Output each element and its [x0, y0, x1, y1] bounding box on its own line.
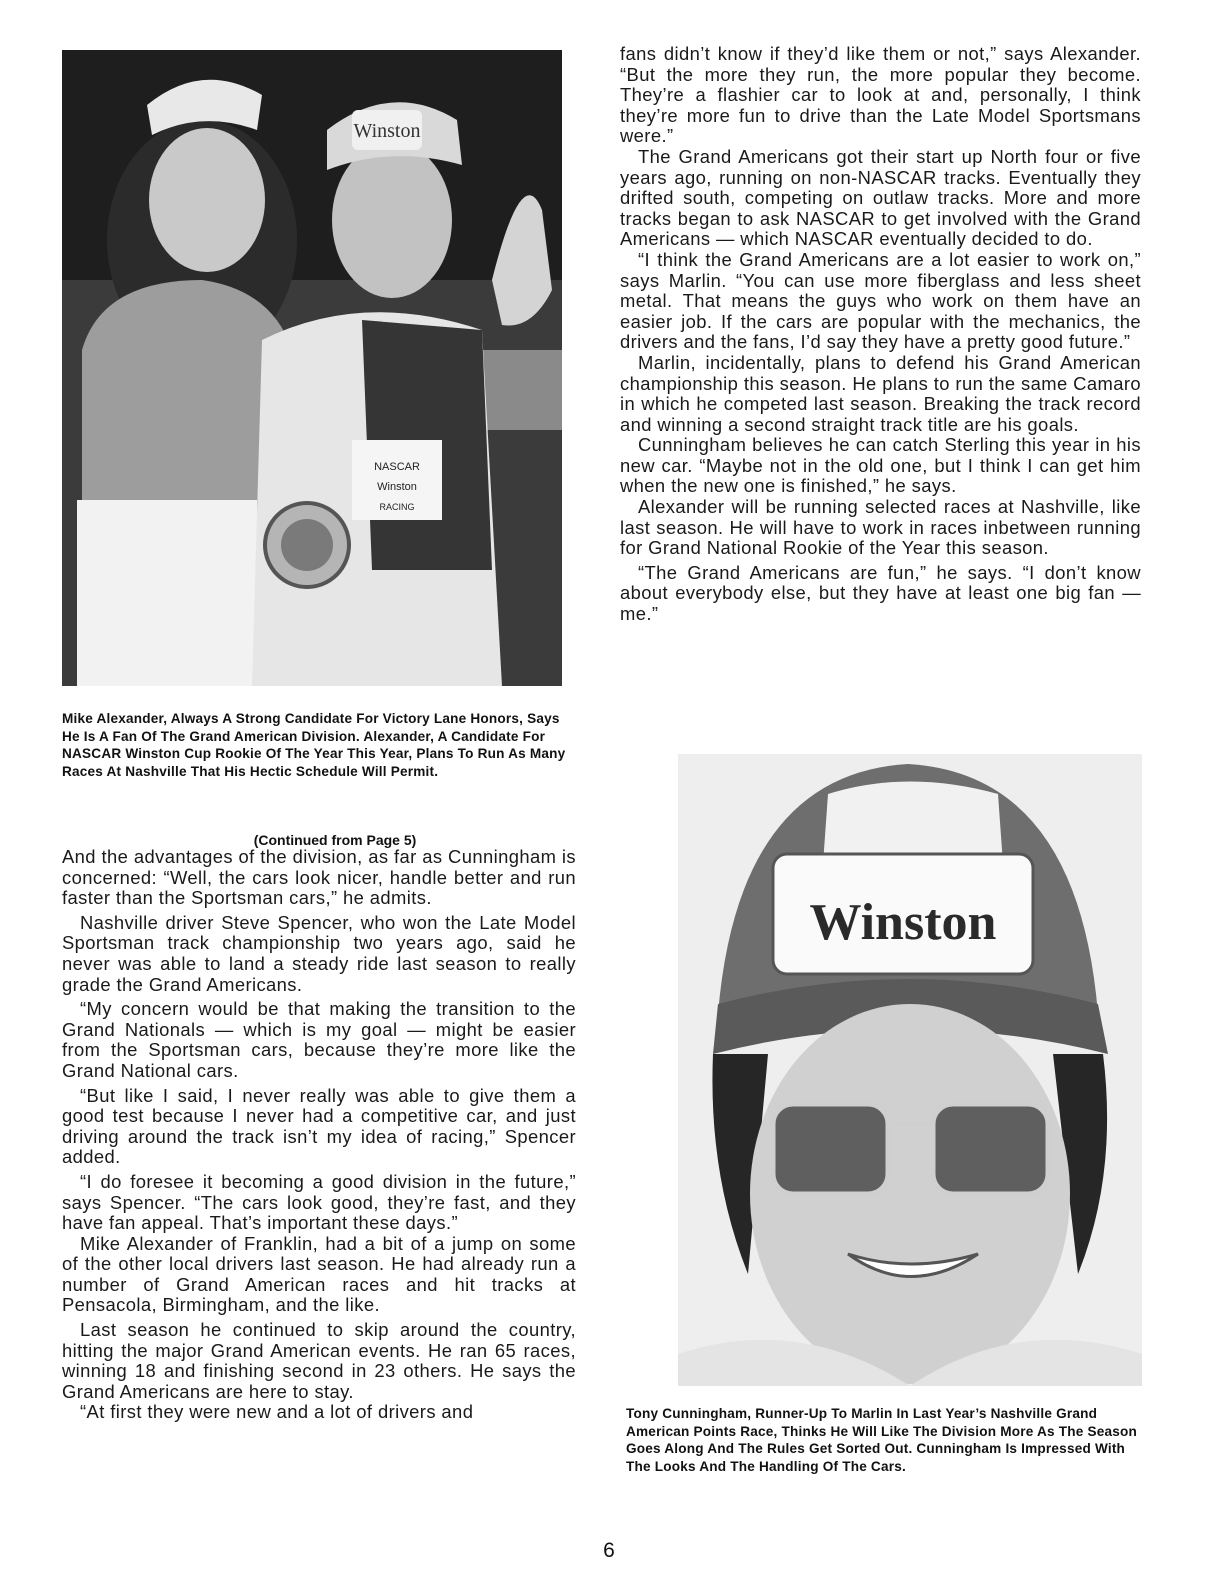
right-paragraph: The Grand Americans got their start up North four or five years ago, running on non-NASCAR tracks. Eventually they drifted south, competing on outlaw tracks. More and more tracks began to ask NASCAR to get involved with the Grand Americans — which NASCAR eventually decided to do.: [620, 145, 1141, 250]
left-paragraph: Last season he continued to skip around the country, hitting the major Grand American events. He ran 65 races, winning 18 and finishing second in 23 others. He says the Grand Americans are here to stay.: [62, 1319, 576, 1402]
continued-from-label: (Continued from Page 5): [253, 832, 417, 848]
left-paragraph: “At first they were new and a lot of drivers and: [80, 1401, 474, 1423]
cap-logo-text: Winston: [809, 894, 997, 951]
svg-text:NASCAR: NASCAR: [374, 461, 420, 473]
photo-cunningham-portrait: [678, 754, 1142, 1386]
victory-lane-illustration: [62, 50, 562, 686]
svg-text:Winston: Winston: [377, 481, 417, 493]
right-paragraph: “The Grand Americans are fun,” he says. “I don’t know about everybody else, but they have at least one big fan — me.”: [620, 561, 1141, 625]
page-number: 6: [603, 1539, 615, 1562]
right-paragraph: Cunningham believes he can catch Sterling this year in his new car. “Maybe not in the old one, but I think I can get him when the new one is finished,” he says.: [620, 434, 1141, 497]
svg-text:RACING: RACING: [379, 502, 415, 512]
left-paragraph: And the advantages of the division, as far as Cunningham is concerned: “Well, the cars look nicer, handle better and run faster than the Sportsman cars,” he admits.: [62, 846, 576, 909]
right-paragraph: fans didn’t know if they’d like them or not,” says Alexander. “But the more they run, the more popular they become. They’re a flashier car to look at and, personally, I think they’re more fun to drive than the Late Model Sportsmans were.”: [620, 43, 1141, 147]
caption-victory-lane: Mike Alexander, Always A Strong Candidate For Victory Lane Honors, Says He Is A Fan Of The Grand American Division. Alexander, A Candidate For NASCAR Winston Cup Rookie Of The Year This Year, Plans To Run As Many Races At Nashville That His Hectic Schedule Will Permit.: [62, 711, 566, 779]
right-paragraph: “I think the Grand Americans are a lot easier to work on,” says Marlin. “You can use more fiberglass and less sheet metal. That means the guys who work on them have an easier job. If the cars are popular with the mechanics, the drivers and the fans, I’d say they have a pretty good future.”: [620, 248, 1141, 353]
right-column: [620, 44, 1141, 625]
cunningham-illustration: [678, 754, 1142, 1386]
caption-cunningham: Tony Cunningham, Runner-Up To Marlin In Last Year’s Nashville Grand American Points Race, Thinks He Will Like The Division More As The Season Goes Along And The Rules Get Sorted Out. Cunningham Is Impressed With The Looks And The Handling Of The Cars.: [626, 1406, 1138, 1474]
left-paragraph: “I do foresee it becoming a good division in the future,” says Spencer. “The cars look good, they’re fast, and they have fan appeal. That’s important these days.”: [62, 1170, 576, 1234]
cap-logo-text: Winston: [353, 120, 421, 142]
left-paragraph: Mike Alexander of Franklin, had a bit of a jump on some of the other local drivers last season. He had already run a number of Grand American races and hit tracks at Pensacola, Birmingham, and the like.: [62, 1232, 576, 1316]
left-paragraph: Nashville driver Steve Spencer, who won the Late Model Sportsman track championship two years ago, said he never was able to land a steady ride last season to really grade the Grand Americans.: [62, 911, 576, 995]
right-paragraph: Marlin, incidentally, plans to defend his Grand American championship this season. He plans to run the same Camaro in which he competed last season. Breaking the track record and winning a second straight track title are his goals.: [620, 351, 1141, 435]
left-paragraph: “My concern would be that making the transition to the Grand Nationals — which is my goal — might be easier from the Sportsman cars, because they’re more like the Grand National cars.: [62, 998, 576, 1081]
left-column: [62, 847, 576, 1423]
photo-victory-lane: [62, 50, 562, 686]
right-paragraph: Alexander will be running selected races at Nashville, like last season. He will have to work in races inbetween running for Grand National Rookie of the Year this season.: [620, 496, 1141, 559]
left-paragraph: “But like I said, I never really was able to give them a good test because I never had a competitive car, and just driving around the track isn’t my idea of racing,” Spencer added.: [62, 1084, 576, 1168]
